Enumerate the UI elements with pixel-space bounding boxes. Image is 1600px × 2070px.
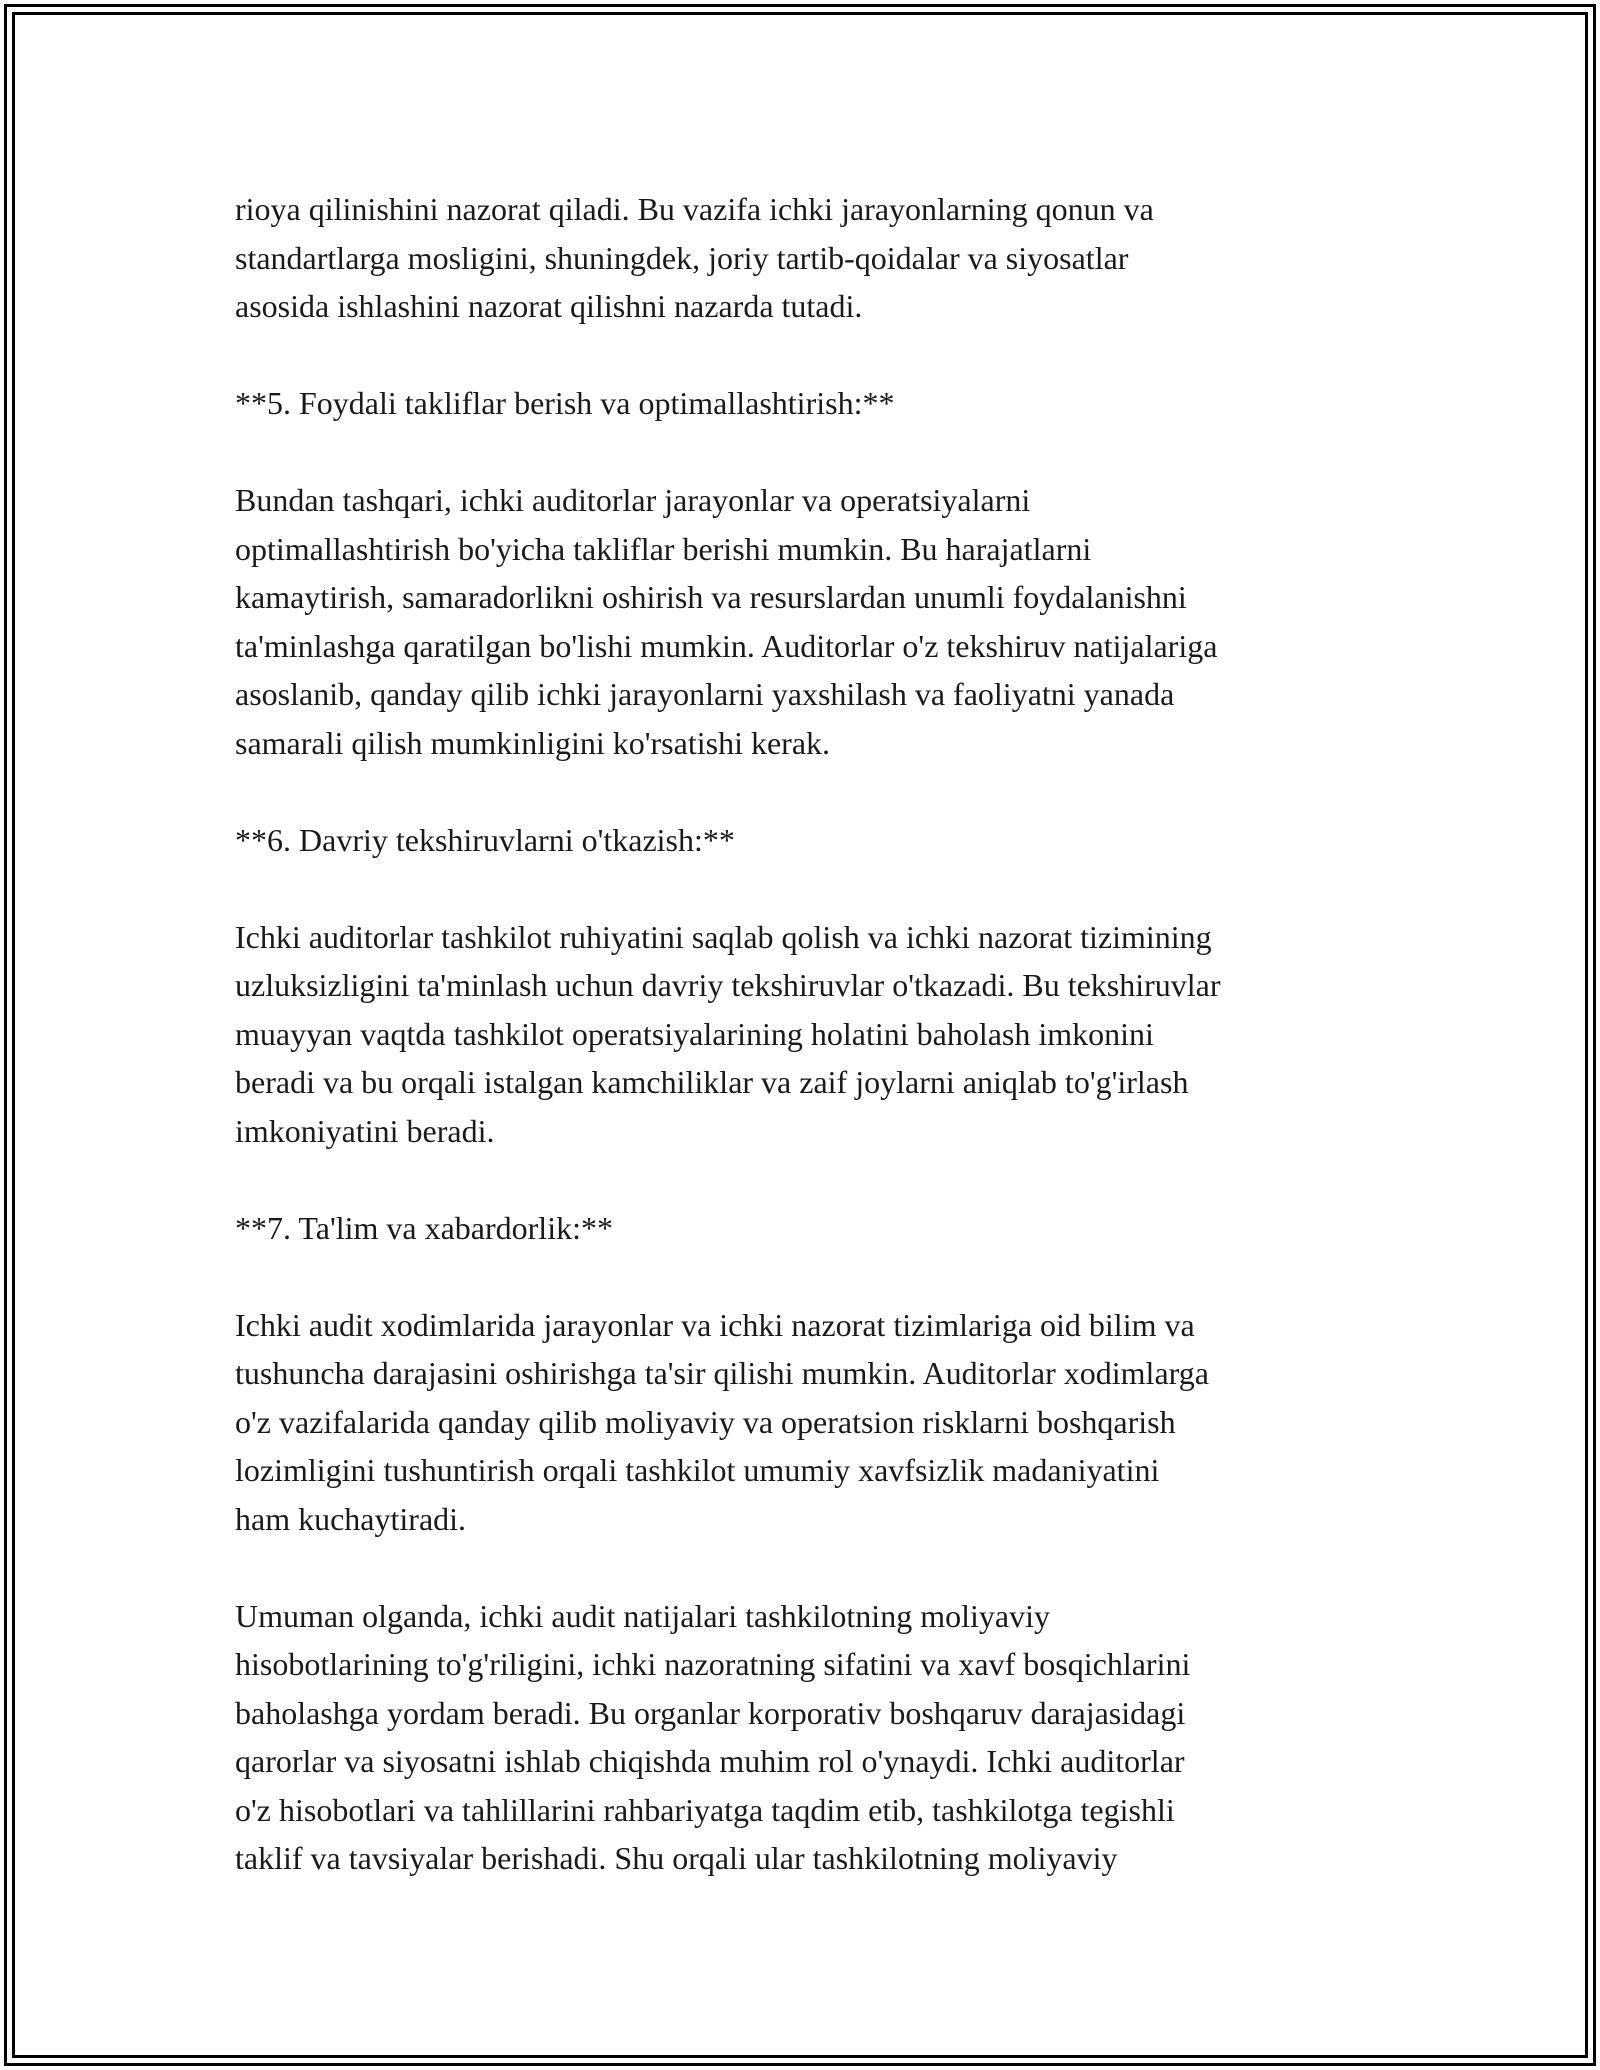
text-line: baholashga yordam beradi. Bu organlar korporativ boshqaruv darajasidagi: [235, 1694, 1186, 1731]
text-line: optimallashtirish bo'yicha takliflar berishi mumkin. Bu harajatlarni: [235, 530, 1092, 567]
text-line: Bundan tashqari, ichki auditorlar jarayonlar va operatsiyalarni: [235, 482, 1031, 518]
text-line: standartlarga mosligini, shuningdek, joriy tartib-qoidalar va siyosatlar: [235, 239, 1129, 276]
text-line: imkoniyatini beradi.: [235, 1112, 495, 1149]
text-line: qarorlar va siyosatni ishlab chiqishda muhim rol o'ynaydi. Ichki auditorlar: [235, 1743, 1185, 1779]
text-line: lozimligini tushuntirish orqali tashkilot umumiy xavfsizlik madaniyatini: [235, 1452, 1160, 1488]
text-line: uzluksizligini ta'minlash uchun davriy tekshiruvlar o'tkazadi. Bu tekshiruvlar: [235, 967, 1221, 1003]
text-line: rioya qilinishini nazorat qiladi. Bu vazifa ichki jarayonlarning qonun va: [235, 191, 1154, 227]
paragraph-summary: [235, 1592, 1395, 1883]
paragraph-optimization: [235, 476, 1395, 767]
text-line: asosida ishlashini nazorat qilishni nazarda tutadi.: [235, 288, 863, 324]
heading-text: **7. Ta'lim va xabardorlik:**: [235, 1209, 613, 1246]
document-body: [235, 185, 1395, 1931]
text-line: beradi va bu orqali istalgan kamchiliklar va zaif joylarni aniqlab to'g'irlash: [235, 1064, 1189, 1100]
text-line: kamaytirish, samaradorlikni oshirish va resurslardan unumli foydalanishni: [235, 579, 1187, 615]
section-heading-6: [235, 816, 1395, 865]
heading-text: **6. Davriy tekshiruvlarni o'tkazish:**: [235, 821, 735, 858]
text-line: ta'minlashga qaratilgan bo'lishi mumkin. Auditorlar o'z tekshiruv natijalariga: [235, 627, 1218, 664]
text-line: Umuman olganda, ichki audit natijalari tashkilotning moliyaviy: [235, 1597, 1050, 1634]
heading-text: **5. Foydali takliflar berish va optimallashtirish:**: [235, 385, 895, 421]
text-line: o'z vazifalarida qanday qilib moliyaviy va operatsion risklarni boshqarish: [235, 1403, 1176, 1440]
text-line: tushuncha darajasini oshirishga ta'sir qilishi mumkin. Auditorlar xodimlarga: [235, 1355, 1209, 1391]
text-line: Ichki audit xodimlarida jarayonlar va ichki nazorat tizimlariga oid bilim va: [235, 1306, 1195, 1343]
text-line: o'z hisobotlari va tahlillarini rahbariyatga taqdim etib, tashkilotga tegishli: [235, 1791, 1175, 1828]
section-heading-5: [235, 379, 1395, 428]
text-line: taklif va tavsiyalar berishadi. Shu orqali ular tashkilotning moliyaviy: [235, 1840, 1118, 1876]
text-line: muayyan vaqtda tashkilot operatsiyalarining holatini baholash imkonini: [235, 1015, 1154, 1052]
paragraph-continuation: [235, 185, 1395, 331]
text-line: Ichki auditorlar tashkilot ruhiyatini saqlab qolish va ichki nazorat tizimining: [235, 918, 1212, 955]
section-heading-7: [235, 1204, 1395, 1253]
text-line: samarali qilish mumkinligini ko'rsatishi kerak.: [235, 724, 831, 761]
paragraph-periodic-reviews: [235, 913, 1395, 1156]
text-line: asoslanib, qanday qilib ichki jarayonlarni yaxshilash va faoliyatni yanada: [235, 676, 1175, 712]
text-line: ham kuchaytiradi.: [235, 1500, 467, 1537]
paragraph-training: [235, 1301, 1395, 1544]
text-line: hisobotlarining to'g'riligini, ichki nazoratning sifatini va xavf bosqichlarini: [235, 1646, 1191, 1682]
